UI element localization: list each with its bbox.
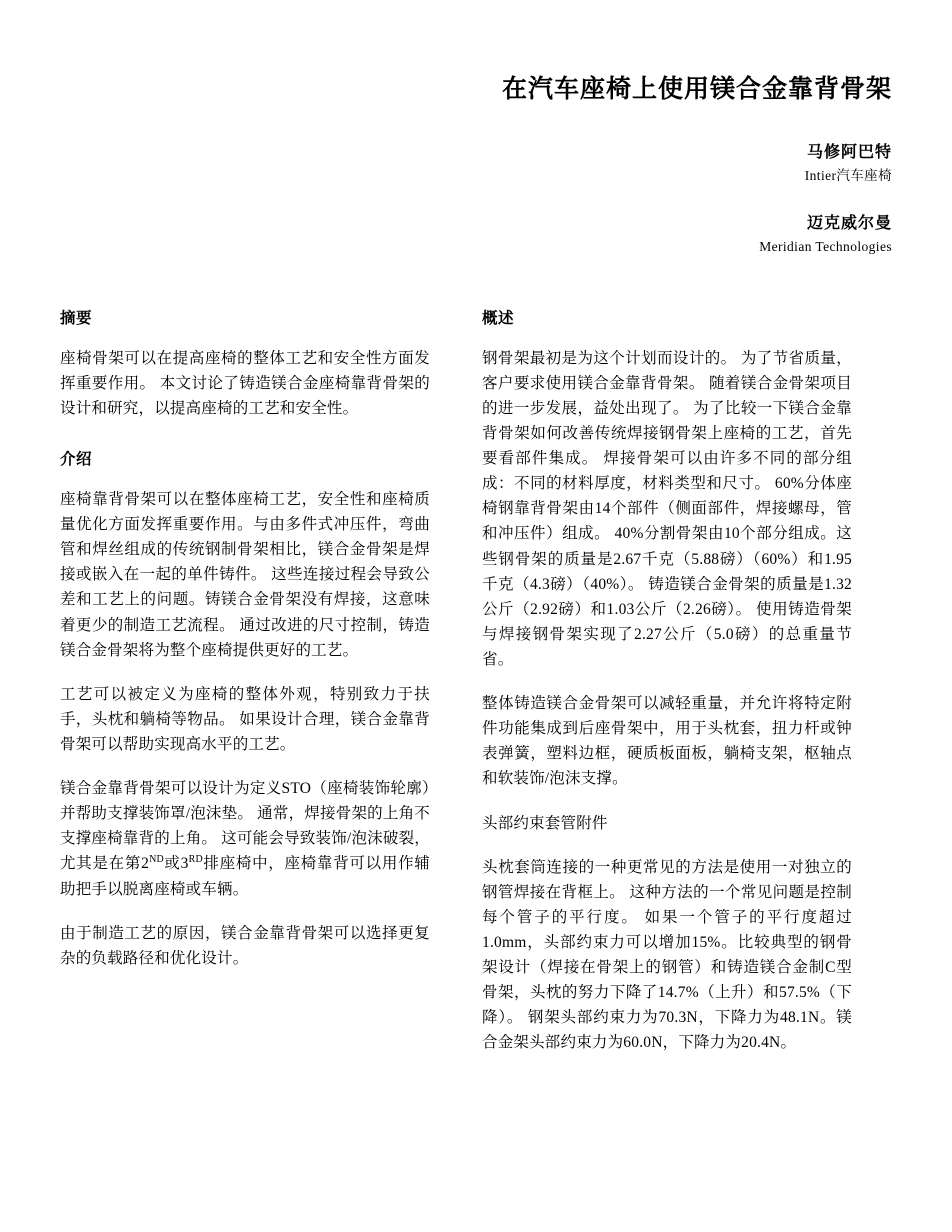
introduction-heading: 介绍 <box>60 451 93 469</box>
author-name: 迈克威尔曼 <box>806 215 892 233</box>
headrest-subheading: 头部约束套管附件 <box>482 814 608 832</box>
page-title: 在汽车座椅上使用镁合金靠背骨架 <box>501 76 892 103</box>
overview-paragraph-2: 整体铸造镁合金骨架可以减轻重量，并允许将特定附件功能集成到后座骨架中，用于头枕套，扭力杆或钟表弹簧，塑料边框，硬质板面板，躺椅支架，枢轴点和软装饰/泡沫支撑。 <box>482 695 852 788</box>
ordinal-nd: ND <box>149 854 164 866</box>
sto-text-after: 排座椅中，座椅靠背可以用作辅助把手以脱离座椅或车辆。 <box>60 855 430 898</box>
author-affiliation: Meridian Technologies <box>759 239 892 255</box>
author-list <box>60 141 892 258</box>
author-entry <box>60 212 892 258</box>
right-column <box>482 306 852 1075</box>
sto-text-before: 镁合金靠背骨架可以设计为定义STO（座椅装饰轮廓）并帮助支撑装饰罩/泡沫垫。 通常，焊接骨架的上角不支撑座椅靠背的上角。 这可能会导致装饰/泡沫破裂，尤其是在第2 <box>60 780 430 873</box>
sto-text-middle: 或3 <box>163 855 189 873</box>
intro-paragraph-2: 工艺可以被定义为座椅的整体外观，特别致力于扶手，头枕和躺椅等物品。 如果设计合理，镁合金靠背骨架可以帮助实现高水平的工艺。 <box>60 685 430 753</box>
intro-paragraph-1: 座椅靠背骨架可以在整体座椅工艺，安全性和座椅质量优化方面发挥重要作用。与由多件式冲压件，弯曲管和焊丝组成的传统钢制骨架相比，镁合金骨架是焊接或嵌入在一起的单件铸件。 这些连接过程会导致公差和工艺上的问题。铸镁合金骨架没有焊接，这意味着更少的制造工艺流程。 通过改进的尺寸控制，铸造镁合金骨架将为整个座椅提供更好的工艺。 <box>60 491 430 659</box>
author-entry <box>60 141 892 187</box>
abstract-heading: 摘要 <box>60 309 93 327</box>
headrest-paragraph: 头枕套筒连接的一种更常见的方法是使用一对独立的钢管焊接在背框上。 这种方法的一个常见问题是控制每个管子的平行度。 如果一个管子的平行度超过1.0mm，头部约束力可以增加15%。比较典型的钢骨架设计（焊接在骨架上的钢管）和铸造镁合金制C型骨架，头枕的努力下降了14.7%（上升）和57.5%（下降）。 钢架头部约束力为70.3N，下降力为48.1N。镁合金架头部约束力为60.0N，下降力为20.4N。 <box>482 858 852 1052</box>
author-affiliation: Intier汽车座椅 <box>804 167 892 183</box>
overview-paragraph-1: 钢骨架最初是为这个计划而设计的。 为了节省质量，客户要求使用镁合金靠背骨架。 随着镁合金骨架项目的进一步发展，益处出现了。 为了比较一下镁合金靠背骨架如何改善传统焊接钢骨架上座椅的工艺，首先要看部件集成。 焊接骨架可以由许多不同的部分组成：不同的材料厚度，材料类型和尺寸。 60%分体座椅钢靠背骨架由14个部件（侧面部件，焊接螺母，管和冲压件）组成。 40%分割骨架由10个部分组成。这些钢骨架的质量是2.67千克（5.88磅）（60%）和1.95千克（4.3磅）（40%）。 铸造镁合金骨架的质量是1.32公斤（2.92磅）和1.03公斤（2.26磅）。 使用铸造骨架与焊接钢骨架实现了2.27公斤（5.0磅）的总重量节省。 <box>482 349 852 668</box>
sto-paragraph <box>60 776 430 902</box>
overview-heading: 概述 <box>482 309 515 327</box>
author-name: 马修阿巴特 <box>806 143 892 161</box>
left-column <box>60 306 430 1075</box>
ordinal-rd: RD <box>188 854 203 866</box>
closing-paragraph: 由于制造工艺的原因，镁合金靠背骨架可以选择更复杂的负载路径和优化设计。 <box>60 924 430 967</box>
two-column-body <box>60 306 892 1075</box>
abstract-paragraph: 座椅骨架可以在提高座椅的整体工艺和安全性方面发挥重要作用。 本文讨论了铸造镁合金座椅靠背骨架的设计和研究，以提高座椅的工艺和安全性。 <box>60 349 430 417</box>
